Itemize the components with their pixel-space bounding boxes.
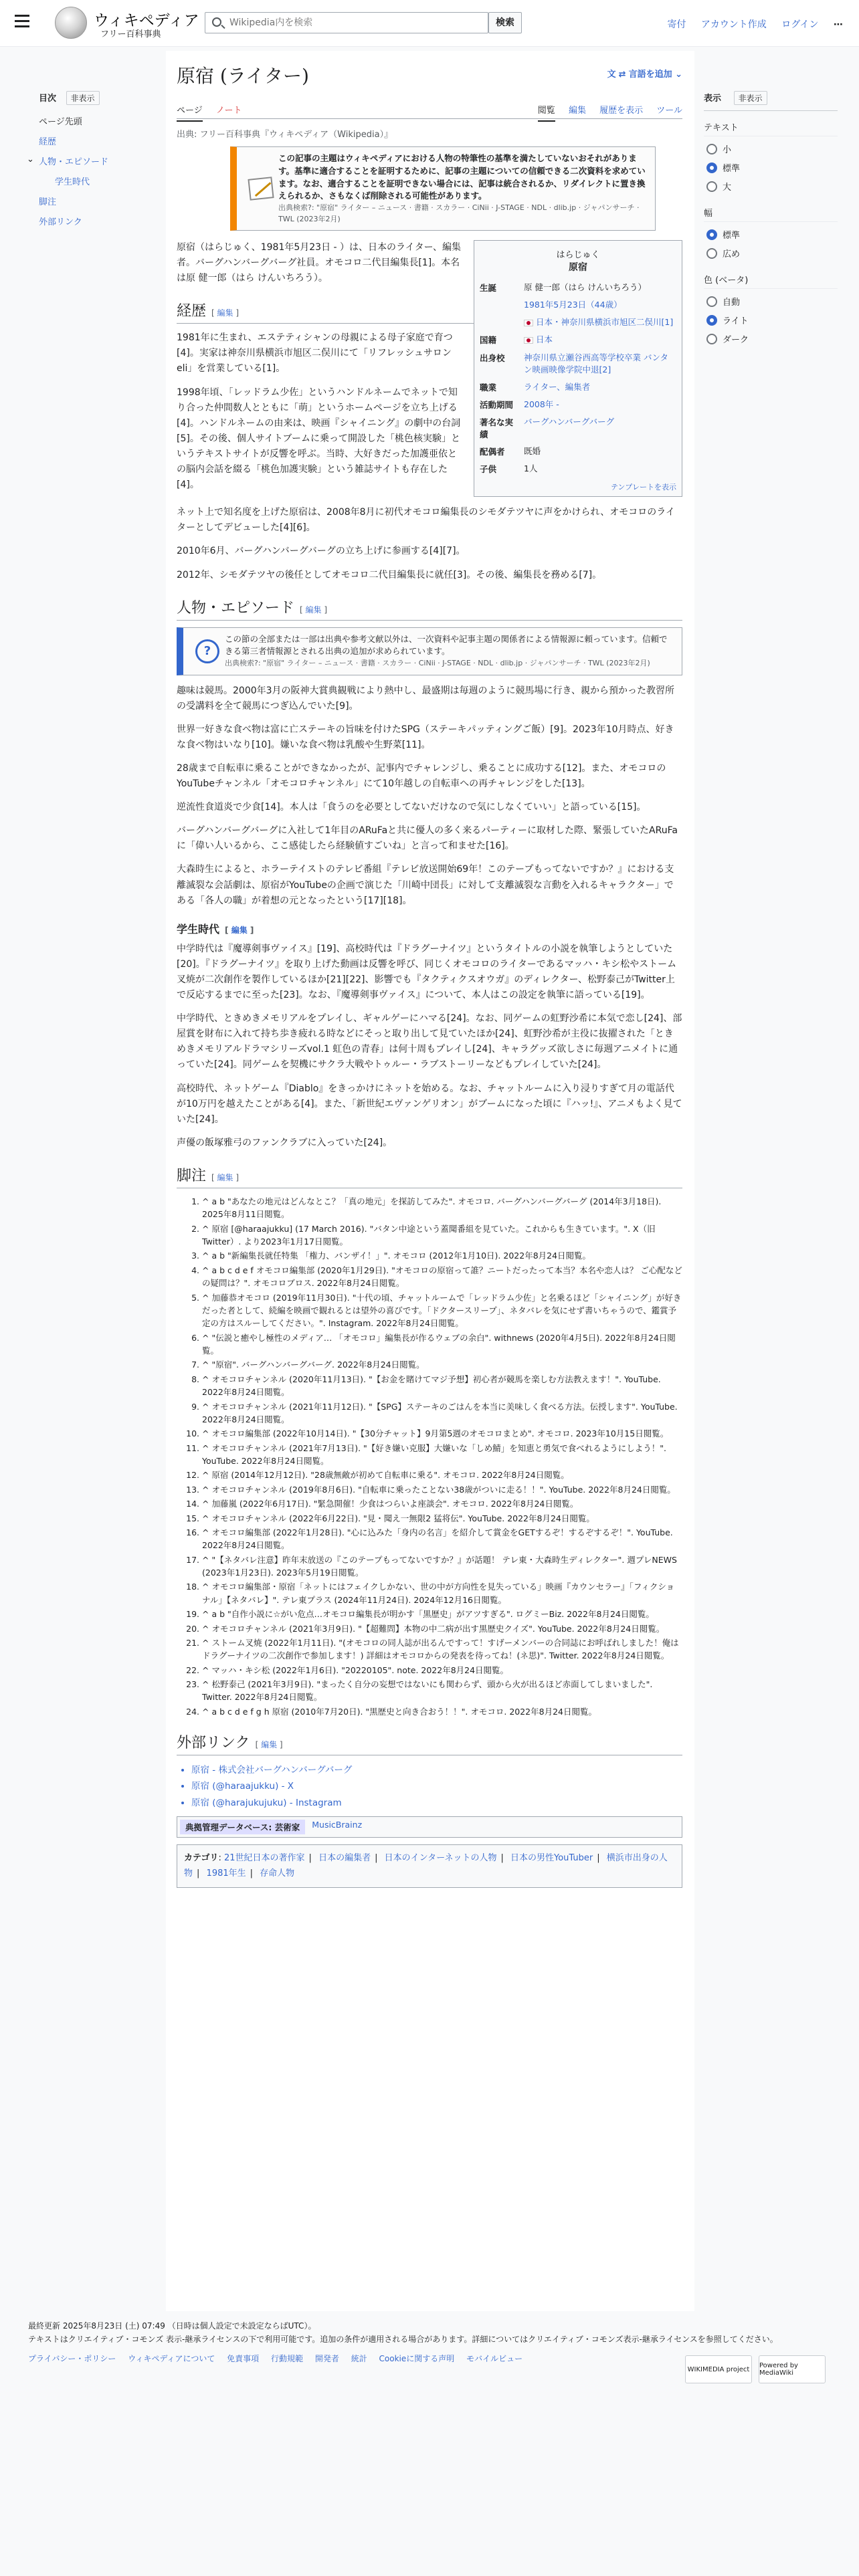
- infobox-row: [477, 331, 679, 348]
- notice-text: この節の全部または一部は出典や参考文献以外は、一次資料や記事主題の関係者による情報源に頼っています。信頼できる第三者情報源とされる出典の追加が求められています。: [225, 633, 668, 657]
- infobox-value[interactable]: 2008年 -: [524, 399, 559, 409]
- license-text: テキストはクリエイティブ・コモンズ 表示-継承ライセンスの下で利用可能です。追加の条件が適用される場合があります。詳細についてはクリエイティブ・コモンズ表示-継承ライセンスを参照してください。: [28, 2335, 778, 2345]
- tab-read[interactable]: 閲覧: [538, 106, 555, 122]
- reference-item[interactable]: 12. ^ 原宿 (2014年12月12日). "28歳無敵が初めて自転車に乗る". オモコロ. 2022年8月24日閲覧。: [202, 1469, 682, 1481]
- external-link[interactable]: • 原宿 (@harajukujuku) - Instagram: [191, 1795, 682, 1811]
- width-standard[interactable]: [706, 228, 838, 241]
- footer-link[interactable]: 免責事項: [227, 2353, 260, 2363]
- reference-item[interactable]: 15. ^ オモコロチャンネル (2022年6月22日). "見・聞え一無限2 猛将伝". YouTube. 2022年8月24日閲覧。: [202, 1512, 682, 1525]
- add-language-label: 言語を追加: [628, 70, 672, 80]
- color-label: 色 (ベータ): [704, 273, 838, 289]
- width-wide[interactable]: [706, 247, 838, 259]
- student-paragraph: 中学時代は『魔導剣事ヴァイス』[19]、高校時代は『ドラグーナイツ』というタイトルの小説を執筆しようとしていた[20]。『ドラグーナイツ』を取り上げた動画は反響を呼び、同じくオモコロのライターであるマッハ・キシ松やストーム叉焼が二次創作を製作しているほか[21][22]、影響でも『タクティクスオウガ』のディレクター、松野泰己がTwitter上で反応するまでに至った[23]。なお、『魔導剣事ヴァイス』について、本人はこの設定を執筆に語っている[19]。: [177, 943, 677, 1001]
- primary-source-notice: [177, 627, 682, 675]
- external-links-list: [177, 1762, 682, 1811]
- infobox-row: [477, 296, 679, 314]
- infobox-key: 職業: [480, 382, 497, 393]
- edit-label[interactable]: 編集: [261, 1740, 278, 1750]
- section-person-heading: [177, 597, 682, 621]
- footer-link[interactable]: モバイルビュー: [466, 2353, 523, 2363]
- japan-flag-icon: [524, 320, 533, 326]
- site-header: [0, 0, 859, 47]
- toc-title: 目次: [39, 94, 57, 104]
- text-size-standard[interactable]: [706, 161, 838, 174]
- footer-link[interactable]: ウィキペディアについて: [128, 2353, 215, 2363]
- login-link[interactable]: ログイン: [781, 19, 819, 30]
- chevron-down-icon[interactable]: ⌄: [27, 154, 34, 165]
- reference-item[interactable]: 6. ^ "伝説と癒やし極性のメディア… 「オモコロ」編集長が作るウェブの余白". withnews (2020年4月5日). 2022年8月24日閲覧。: [202, 1331, 682, 1358]
- reference-item[interactable]: 7. ^ "原宿". バーグハンバーグバーグ. 2022年8月24日閲覧。: [202, 1358, 682, 1371]
- career-paragraph: 1998年頃、「レッドラム少佐」というハンドルネームでネットで知り合った仲間数人とともに「萌」というホームページを立ち上げる[4]。ハンドルネームの由来は、映画『シャイニング』の劇中の台詞[5]。その後、個人サイトブームに乗って開設した「桃色核実験」というテキストサイトが反響を呼ぶ。当時、大好きだった加護亜依との脳内会話を綴る「桃色加護実験」という雑誌サイトも存在した[4]。: [177, 387, 461, 491]
- reference-item[interactable]: 1. ^ a b "あなたの地元はどんなとこ？「真の地元」を探訪してみた". オモコロ. バーグハンバーグバーグ (2014年3月18日). 2025年8月11日閲覧。: [202, 1195, 682, 1221]
- reference-item[interactable]: 20. ^ オモコロチャンネル (2021年3月9日). "【超難問】本物の中二病が出す黒歴史クイズ". YouTube. 2022年8月24日閲覧。: [202, 1622, 682, 1635]
- appearance-title: 表示: [704, 94, 722, 104]
- infobox-value: 1人: [524, 463, 538, 474]
- infobox-row: [477, 379, 679, 396]
- edit-label[interactable]: 編集: [231, 925, 248, 935]
- section-title: 学生時代: [177, 922, 220, 936]
- edit-section-link[interactable]: [ 編集 ]: [211, 1172, 240, 1182]
- article-content: [177, 58, 682, 1895]
- search-input[interactable]: [228, 15, 482, 30]
- last-edited: 最終更新 2025年8月23日 (土) 07:49 （日時は個人設定で未設定ならばUTC）。: [28, 2321, 316, 2331]
- add-language-button[interactable]: 文 ⇄ 言語を追加 ⌄: [607, 70, 682, 80]
- infobox-row: [477, 460, 679, 477]
- color-auto[interactable]: [706, 295, 838, 308]
- person-paragraph: 大森時生によると、ホラーテイストのテレビ番組『テレビ放送開始69年！このテープもってないですか？』における支離滅裂な会話劇は、原宿がYouTubeの企画で演じた「川崎中団長」に対して支離滅裂な言動を入れるキャラクター」である「各人の職」が着想の元となったという[17][18]。: [177, 864, 674, 906]
- logo-title[interactable]: ウィキペディア: [94, 12, 199, 29]
- tab-talk[interactable]: ノート: [215, 106, 242, 116]
- page-title: 原宿 (ライター): [177, 65, 309, 87]
- edit-section-link[interactable]: [ 編集 ]: [225, 925, 254, 935]
- toc-item-person[interactable]: [27, 154, 153, 167]
- reference-item[interactable]: 11. ^ オモコロチャンネル (2021年7月13日). "【好き嫌い克服】大嫌いな「しめ鯖」を知恵と勇気で食べれるようにしよう！". YouTube. 2022年8月24日閲覧。: [202, 1442, 682, 1468]
- infobox: [474, 240, 682, 497]
- person-paragraph: 世界一好きな食べ物は富に亡ステーキの旨味を付けたSPG（ステーキパッティングご飯）[9]。2023年10月時点、好きな食べ物はいなり[10]。嫌いな食べ物は乳酸や生野菜[11]。: [177, 724, 674, 750]
- footer-link[interactable]: プライバシー・ポリシー: [28, 2353, 116, 2363]
- authority-key[interactable]: 典拠管理データベース: 芸術家: [180, 1820, 305, 1834]
- personal-tools: [655, 17, 843, 31]
- notice-info-icon: ?: [190, 633, 225, 669]
- radio-label: 広め: [723, 249, 741, 259]
- search-box: [205, 12, 488, 33]
- reference-item[interactable]: 21. ^ ストーム叉焼 (2022年1月11日). "(オモコロの同人誌が出るんですって！すげーメンバーの合同誌にお呼ばれしました！俺はドラグーナイツの二次創作で参加します！) 詳細はオモコロからの発表を待ってね！(ネ思)". Twitter. 2022年8月24日閲覧。: [202, 1636, 682, 1662]
- radio-label: 標準: [723, 164, 741, 174]
- japan-flag-icon: [524, 337, 533, 344]
- edit-label[interactable]: 編集: [217, 1172, 233, 1182]
- from-line: 出典: フリー百科事典『ウィキペディア（Wikipedia）』: [177, 130, 393, 140]
- section-notes-heading: [177, 1164, 682, 1188]
- create-account-link[interactable]: アカウント作成: [700, 19, 767, 30]
- category-link[interactable]: 1981年生: [206, 1868, 246, 1879]
- section-title: 脚注: [177, 1167, 207, 1184]
- reference-item[interactable]: 10. ^ オモコロ編集部 (2022年10月14日). "【30分チャット】9月第5週のオモコロまとめ". オモコロ. 2023年10月15日閲覧。: [202, 1427, 682, 1440]
- footer-link[interactable]: Cookieに関する声明: [379, 2353, 455, 2363]
- person-paragraph: 趣味は競馬。2000年3月の阪神大賞典観戦により熱中し、最盛期は毎週のように競馬場に行き、親から預かった教習所の受講料を全て競馬につぎ込んでいた[9]。: [177, 685, 674, 712]
- template-link[interactable]: テンプレートを表示: [610, 483, 676, 492]
- person-paragraph: 28歳まで自転車に乗ることができなかったが、記事内でチャレンジし、乗ることに成功する[12]。また、オモコロのYouTubeチャンネル「オモコロチャンネル」にて10年越しの自転車への再チャレンジをした[13]。: [177, 763, 666, 790]
- notice-source[interactable]: 出典検索?: "原宿" ライター – ニュース · 書籍 · スカラー · CiNii · J-STAGE · NDL · dlib.jp · ジャパンサーチ · TWL (2023年2月): [225, 659, 650, 668]
- person-paragraph: バーグハンバーグバーグに入社して1年目のARuFaと共に優人の多く来るパーティーに取材した際、緊張していたARuFaに「偉い人いるから、ここ感徒したら経験値すごいね」と言って和ませた[16]。: [177, 825, 678, 852]
- color-light[interactable]: [706, 314, 838, 326]
- notice-text: この記事の主題はウィキペディアにおける人物の特筆性の基準を満たしていないおそれがあります。基準に適合することを証明するために、記事の主題についての信頼できる二次資料を求めています。なお、適合することを証明できない場合には、記事は統合されるか、リダイレクトに置き換えられるか、さもなくば削除される可能性があります。: [278, 153, 646, 201]
- reference-item[interactable]: 13. ^ オモコロチャンネル (2019年8月6日). "自転車に乗ったことない38歳がついに走る！！". YouTube. 2022年8月24日閲覧。: [202, 1483, 682, 1496]
- reference-item[interactable]: 8. ^ オモコロチャンネル (2020年11月13日). "【お金を賭けてマジ予想】初心者が競馬を楽しむ方法教えます！". YouTube. 2022年8月24日閲覧。: [202, 1373, 682, 1399]
- infobox-row: [477, 396, 679, 413]
- section-title: 人物・エピソード: [177, 599, 295, 617]
- section-links-heading: [177, 1731, 682, 1755]
- infobox-key: 配偶者: [480, 447, 505, 457]
- infobox-value[interactable]: ライター、編集者: [524, 381, 591, 392]
- wikipedia-globe-logo[interactable]: [55, 7, 87, 39]
- infobox-value: 既婚: [524, 446, 541, 456]
- appearance-heading: [704, 91, 838, 111]
- infobox-value[interactable]: 神奈川県立瀬谷西高等学校卒業 バンタン映画映像学院中退[2]: [524, 352, 668, 374]
- infobox-nationality[interactable]: 日本: [536, 334, 553, 345]
- notability-notice: [230, 146, 656, 231]
- section-title: 経歴: [177, 303, 207, 320]
- edit-section-link[interactable]: [ 編集 ]: [255, 1740, 283, 1750]
- footer-link[interactable]: 統計: [351, 2353, 367, 2363]
- infobox-value[interactable]: [521, 331, 679, 348]
- section-title: 外部リンク: [177, 1735, 250, 1752]
- tab-edit[interactable]: 編集: [568, 106, 586, 116]
- infobox-kana: はらじゅく: [556, 250, 600, 260]
- search-icon: [212, 17, 221, 27]
- reference-item[interactable]: 4. ^ a b c d e f オモコロ編集部 (2020年1月29日). "オモコロの原宿って誰？ニートだったって本当？本名や恋人は？ ご心配などの疑問は？". オモコロブロス. 2022年8月24日閲覧。: [202, 1264, 682, 1290]
- width-label: 幅: [704, 206, 838, 222]
- reference-item[interactable]: 2. ^ 原宿 [@haraajukku] (17 March 2016). "バタン中途という蓋聞番組を見ていた。これからも生きています。". X（旧Twitter）. より2023年1月17日閲覧。: [202, 1222, 682, 1249]
- edit-section-link[interactable]: [ 編集 ]: [211, 308, 240, 318]
- infobox-name: 原宿: [569, 262, 587, 273]
- infobox-row: [477, 443, 679, 460]
- infobox-row: [477, 314, 679, 331]
- category-link[interactable]: 存命人物: [260, 1868, 295, 1879]
- career-paragraph: 2012年、シモダテツヤの後任としてオモコロ二代目編集長に就任[3]。その後、編集長を務める[7]。: [177, 569, 602, 580]
- toc-hide-button[interactable]: 非表示: [66, 91, 100, 105]
- toc-item-top[interactable]: ページ先頭: [39, 117, 82, 127]
- text-size-small[interactable]: [706, 142, 838, 155]
- reference-item[interactable]: 23. ^ 松野泰己 (2021年3月9日). "まったく自分の妄想ではないにも関わらず、頭から火が出るほど赤面してしまいました". Twitter. 2022年8月24日閲覧。: [202, 1678, 682, 1704]
- tab-history[interactable]: 履歴を表示: [599, 106, 644, 116]
- external-link[interactable]: • 原宿 (@haraajukku) - X: [191, 1778, 682, 1794]
- appearance-hide-button[interactable]: 非表示: [734, 91, 767, 105]
- student-paragraph: 声優の飯塚雅弓のファンクラブに入っていた[24]。: [177, 1137, 393, 1148]
- notice-source[interactable]: 出典検索?: "原宿" ライター – ニュース · 書籍 · スカラー · CiNii · J-STAGE · NDL · dlib.jp · ジャパンサーチ · TWL (2023年2月): [278, 203, 640, 223]
- radio-label: ライト: [723, 316, 749, 326]
- tab-page[interactable]: ページ: [177, 106, 203, 122]
- reference-item[interactable]: 19. ^ a b "自作小説に☆がい危点…オモコロ編集長が明かす「黒歴史」がアツすぎる". ログミーBiz. 2022年8月24日閲覧。: [202, 1608, 682, 1620]
- infobox-key: 出身校: [480, 352, 505, 363]
- mediawiki-badge[interactable]: Powered by MediaWiki: [759, 2355, 826, 2383]
- infobox-key: 生誕: [480, 283, 497, 293]
- career-paragraph: 1981年に生まれ、エステティシャンの母親による母子家庭で育つ[4]。実家は神奈川県横浜市旭区二俣川にて「リフレッシュサロンeli」を営業している[1]。: [177, 332, 453, 374]
- footer-link[interactable]: 行動規範: [271, 2353, 304, 2363]
- title-row: [177, 58, 682, 95]
- reference-item[interactable]: 14. ^ 加藤嵐 (2022年6月17日). "緊急開催！少食はつらいよ座談会". オモコロ. 2022年8月24日閲覧。: [202, 1497, 682, 1510]
- external-link[interactable]: • 原宿 - 株式会社バーグハンバーグバーグ: [191, 1762, 682, 1778]
- categories-label[interactable]: カテゴリ: [184, 1853, 219, 1864]
- toc-heading: [39, 91, 153, 105]
- career-paragraph: ネット上で知名度を上げた原宿は、2008年8月に初代オモコロ編集長のシモダテツヤに声をかけられ、オモコロのライターとしてデビューした[4][6]。: [177, 507, 675, 534]
- wikimedia-badge[interactable]: WIKIMEDIA project: [685, 2355, 752, 2383]
- radio-label: 標準: [723, 231, 741, 241]
- donate-link[interactable]: 寄付: [667, 19, 686, 30]
- footer-link[interactable]: 開発者: [314, 2353, 339, 2363]
- toc-item-notes[interactable]: 脚注: [39, 197, 57, 207]
- edit-label[interactable]: 編集: [217, 308, 233, 318]
- edit-section-link[interactable]: [ 編集 ]: [300, 605, 328, 615]
- toc-item-career[interactable]: 経歴: [39, 137, 57, 147]
- notice-pen-icon: [244, 152, 278, 225]
- infobox-value: 原 健一郎（はら けんいちろう）: [524, 282, 646, 292]
- category-link[interactable]: 日本のインターネットの人物: [384, 1853, 497, 1864]
- career-paragraph: 2010年6月、バーグハンバーグバーグの立ち上げに参画する[4][7]。: [177, 546, 466, 557]
- category-link[interactable]: 横浜市出身の人物: [184, 1853, 668, 1879]
- infobox-value[interactable]: バーグハンバーグバーグ: [524, 417, 615, 427]
- radio-label: 自動: [723, 298, 741, 308]
- section-student-heading: [177, 921, 682, 936]
- infobox-row: [477, 413, 679, 443]
- reference-item[interactable]: 17. ^ "【ネタバレ注意】昨年末放送の『このテープもってないですか？』が話題！ テレ東・大森時生ディレクター". 週プレNEWS (2023年1月23日). 2023年5月19日閲覧。: [202, 1553, 682, 1580]
- intro-paragraph: 原宿（はらじゅく、1981年5月23日 - ）は、日本のライター、編集者。バーグハンバーグバーグ社員。オモコロ二代目編集長[1]。本名は原 健一郎（はら けんいちろう）。: [177, 242, 462, 284]
- infobox-row: [477, 279, 679, 296]
- reference-item[interactable]: 24. ^ a b c d e f g h 原宿 (2010年7月20日). "黒歴史と向き合おう！！". オモコロ. 2022年8月24日閲覧。: [202, 1705, 682, 1718]
- reference-item[interactable]: 5. ^ 加藤恭オモコロ (2019年11月30日). "十代の頃、チャットルームで「レッドラム少佐」と名乗るほど「シャイニング」が好きだった者として、続編を映画で観れるとは望外の喜びです。「ドクタースリープ」、ネタバレを気にせず書いちゃうので、鑑賞予定の方はスルーしてください。". Instagram. 2022年8月24日閲覧。: [202, 1291, 682, 1330]
- references-list: [177, 1195, 682, 1718]
- category-link[interactable]: 21世紀日本の著作家: [224, 1853, 305, 1864]
- person-paragraph: 逆流性食道炎で少食[14]。本人は「食うのを必要としてないだけなので気にしなくていい」と語っている[15]。: [177, 802, 646, 813]
- category-link[interactable]: 日本の編集者: [318, 1853, 371, 1864]
- reference-item[interactable]: 18. ^ オモコロ編集部・原宿「ネットにはフェイクしかない、世の中が方向性を見失っている」映画『カウンセラー』「フィクショナル」【ネタバレ】". テレ東プラス (2024年11月24日). 2024年12月16日閲覧。: [202, 1580, 682, 1606]
- infobox-key: 子供: [480, 464, 497, 475]
- text-size-large[interactable]: [706, 180, 838, 193]
- radio-label: 小: [723, 145, 732, 155]
- radio-label: 大: [723, 183, 732, 193]
- category-link[interactable]: 日本の男性YouTuber: [510, 1853, 593, 1864]
- edit-label[interactable]: 編集: [305, 605, 322, 615]
- appearance-panel: [704, 91, 838, 351]
- infobox-birthplace[interactable]: 日本・神奈川県横浜市旭区二俣川[1]: [536, 317, 674, 328]
- reference-item[interactable]: 16. ^ オモコロ編集部 (2022年1月28日). "心に込みた「身内の名言」を紹介して賞金をGETするぞ！するぞするぞ！". YouTube. 2022年8月24日閲覧。: [202, 1526, 682, 1552]
- logo-subtitle: フリー百科事典: [100, 29, 161, 39]
- student-paragraph: 高校時代、ネットゲーム『Diablo』をきっかけにネットを始める。なお、チャットルームに入り浸りすぎて月の電話代が10万円を越えたことがある[4]。また、「新世紀エヴァンゲリオン」がブームになった頃に『ハッ!』、アニメもよく見ていた[24]。: [177, 1083, 682, 1125]
- infobox-row: [477, 349, 679, 379]
- authority-value[interactable]: MusicBrainz: [312, 1820, 363, 1830]
- infobox-key: 活動期間: [480, 399, 514, 410]
- infobox-value[interactable]: [521, 314, 679, 331]
- reference-item[interactable]: 3. ^ a b "新編集長就任特集 「権力、バンザイ！」". オモコロ (2012年1月10日). 2022年8月24日閲覧。: [202, 1249, 682, 1262]
- infobox-key: 国籍: [480, 335, 497, 346]
- radio-label: ダーク: [723, 335, 749, 345]
- reference-item[interactable]: 22. ^ マッハ・キシ松 (2022年1月6日). "20220105". note. 2022年8月24日閲覧。: [202, 1664, 682, 1677]
- toc-item-student[interactable]: 学生時代: [55, 177, 90, 187]
- page-tabs: [177, 98, 682, 119]
- search-button[interactable]: 検索: [488, 12, 522, 33]
- tab-tools[interactable]: ツール: [656, 106, 682, 116]
- infobox-key: 著名な実績: [480, 417, 514, 439]
- table-of-contents: [27, 91, 153, 235]
- main-menu-icon[interactable]: [15, 15, 29, 28]
- reference-item[interactable]: 9. ^ オモコロチャンネル (2021年11月12日). "【SPG】ステーキのごはんを本当に美味しく食べる方法。伝授します". YouTube. 2022年8月24日閲覧。: [202, 1400, 682, 1426]
- authority-control: [177, 1816, 682, 1838]
- student-paragraph: 中学時代、ときめきメモリアルをプレイし、ギャルゲーにハマる[24]。なお、同ゲームの虹野沙希に本気で恋し[24]、部屋賞を財布に入れて持ち歩き疲れる時などにそっと取り出して見ていたほか[24]、虹野沙希が主役に抜擢された「ときめきメモリアルドラマシリーズvol.1 虹色の青春」は何十周もプレイし[24]、キャラグッズ欲しさに毎週アニメイトに通っていた[24]。同ゲームを契機にサクラ大戦やトゥルー・ラブストーリーなどもプレイしていた[24]。: [177, 1013, 682, 1071]
- more-options-icon[interactable]: ⋯: [834, 19, 843, 30]
- toc-item-links[interactable]: 外部リンク: [39, 217, 82, 227]
- color-dark[interactable]: [706, 332, 838, 345]
- toc-item-person-label: 人物・エピソード: [39, 157, 109, 167]
- category-box: カテゴリ: 21世紀日本の著作家 | 日本の編集者 | 日本のインターネットの人物 | 日本の男性YouTuber | 横浜市出身の人物 | 1981年生 | 存命人物: [177, 1844, 682, 1888]
- language-icon: ⇄: [618, 70, 626, 80]
- infobox-value[interactable]: 1981年5月23日（44歳）: [524, 300, 622, 310]
- text-size-label: テキスト: [704, 120, 838, 136]
